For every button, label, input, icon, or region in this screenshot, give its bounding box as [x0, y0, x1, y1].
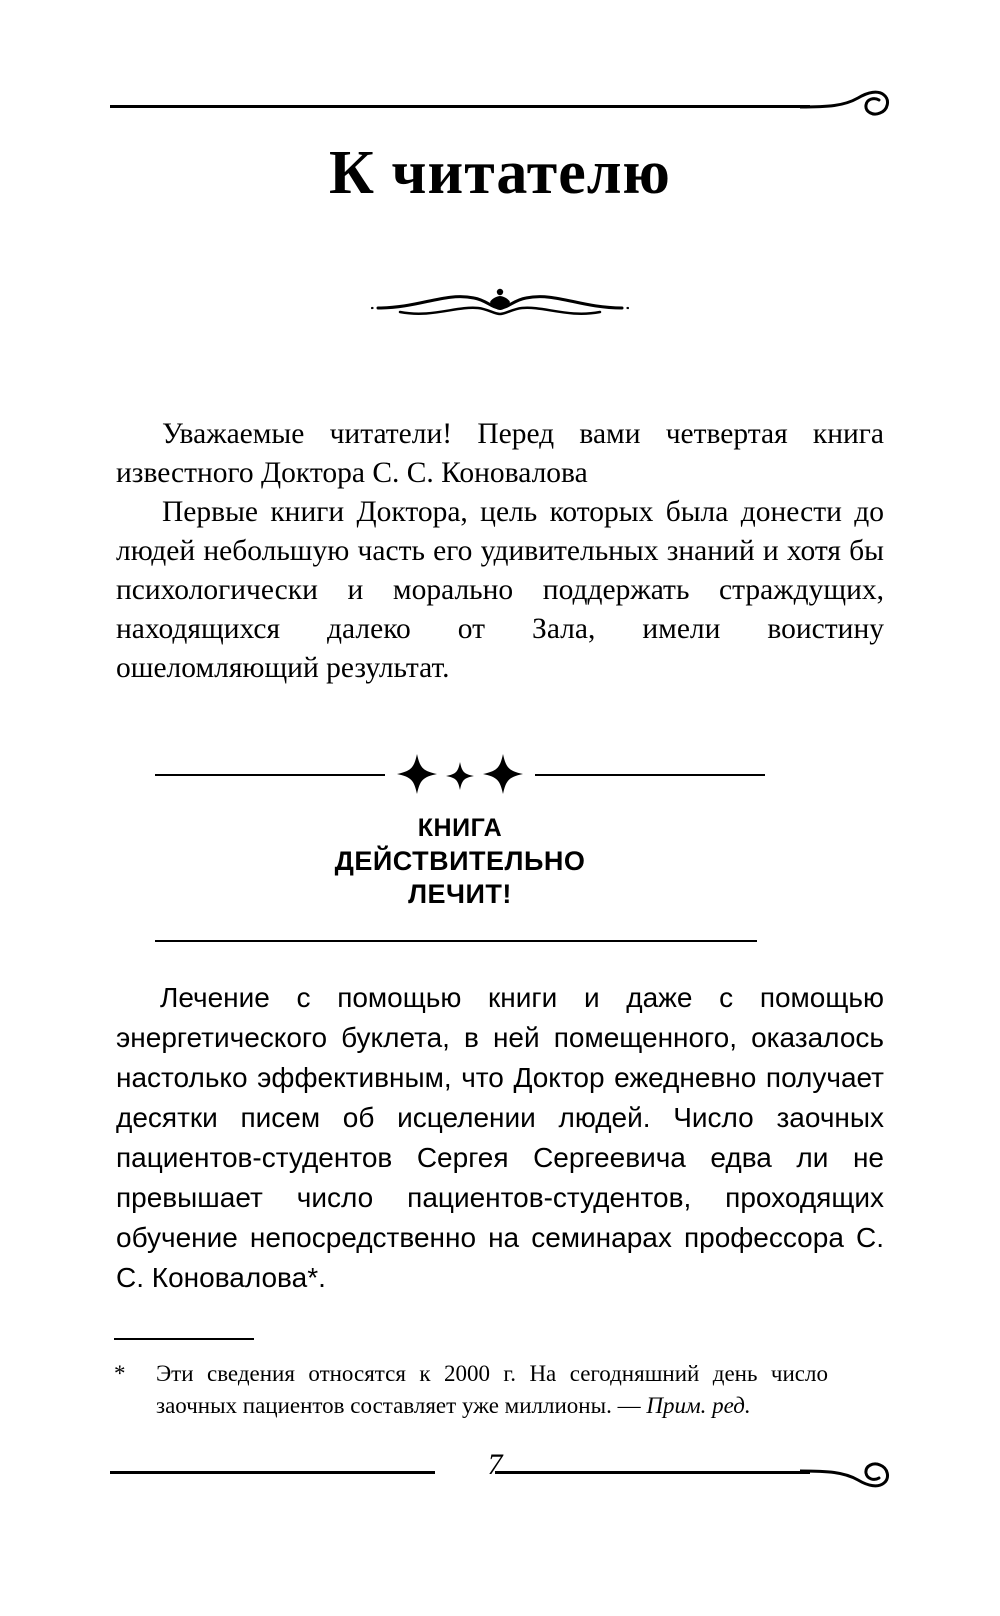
- main-text-block: [116, 978, 884, 1298]
- callout-line-2: ДЕЙСТВИТЕЛЬНО: [334, 846, 586, 876]
- top-ornamental-rule: [110, 88, 890, 128]
- callout-bottom-rule: [155, 940, 757, 942]
- top-rule-line: [110, 105, 810, 108]
- main-paragraph-1: Лечение с помощью книги и даже с помощью энергетического буклета, в ней помещенного, оказалось настолько эффективным, что Доктор ежедневно получает десятки писем об исцелении людей. Число заочных пациентов-студентов Сергея Сергеевича едва ли не превышает число пациентов-студентов, проходящих обучение непосредственно на семинарах профессора С. С. Коновалова*.: [116, 982, 884, 1293]
- flourish-ornament-icon: [370, 278, 630, 334]
- page-number: 7: [487, 1448, 503, 1481]
- footnote-text-italic: Прим. ред.: [646, 1393, 751, 1418]
- divider-line-right: [535, 774, 765, 776]
- intro-text-block: [116, 415, 884, 688]
- divider-line-left: [155, 774, 385, 776]
- footnote-separator: [114, 1338, 254, 1340]
- footnote: [114, 1358, 828, 1422]
- curl-ornament-icon: [800, 88, 890, 124]
- four-point-star-icon: [393, 752, 527, 796]
- footnote-text: [156, 1358, 828, 1422]
- star-divider: [155, 752, 765, 796]
- callout-line-1: КНИГА: [417, 814, 503, 842]
- bottom-rule-left: [110, 1471, 435, 1474]
- footnote-marker: *: [114, 1361, 126, 1386]
- callout-line-3: ЛЕЧИТ!: [408, 879, 512, 909]
- callout-block: [155, 812, 765, 911]
- curl-ornament-icon-bottom: [800, 1456, 890, 1492]
- intro-paragraph-1: Уважаемые читатели! Перед вами четвертая книга известного Доктора С. С. Коновалова: [116, 418, 884, 489]
- page-title: К читателю: [329, 139, 671, 207]
- intro-paragraph-2: Первые книги Доктора, цель которых была донести до людей небольшую часть его удивительных знаний и хотя бы психологически и морально поддержать страждущих, находящихся далеко от Зала, имели воистину ошеломляющий результат.: [116, 496, 884, 684]
- footnote-text-plain: Эти сведения относятся к 2000 г. На сегодняшний день число заочных пациентов составляет уже миллионы. —: [156, 1361, 828, 1418]
